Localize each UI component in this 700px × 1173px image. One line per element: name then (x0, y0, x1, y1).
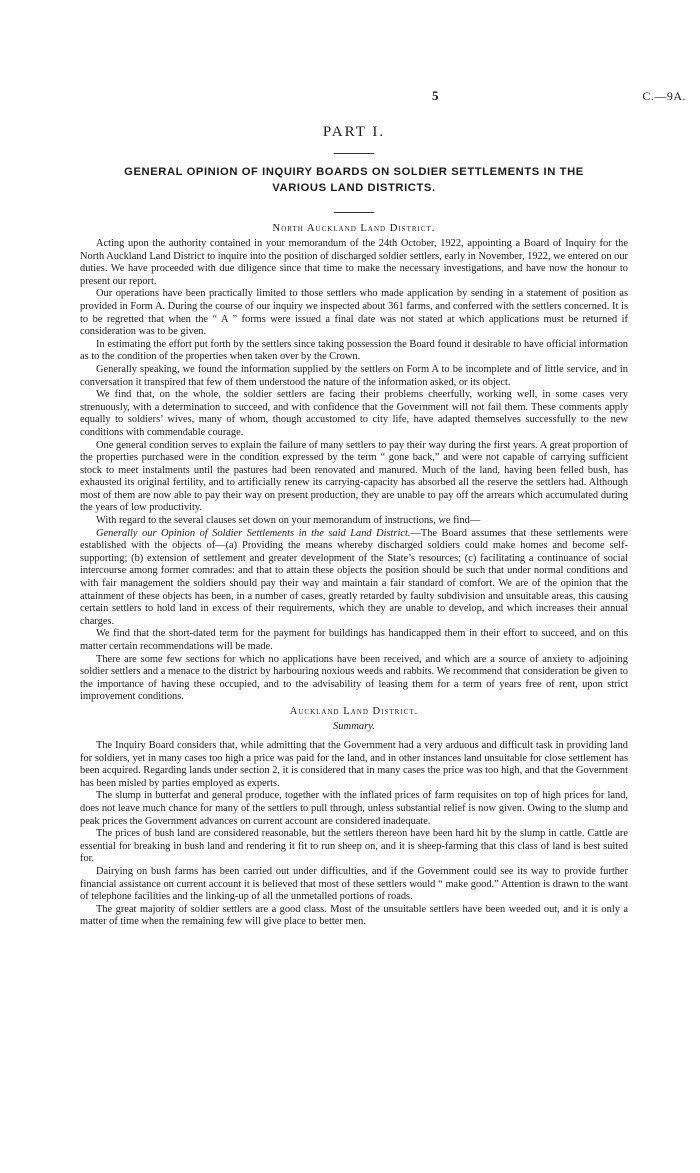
main-title (60, 164, 648, 196)
section-body (80, 238, 628, 704)
paragraph: Our operations have been practically limited to those settlers who made application by sending in a statement of position as provided in Form A. During the course of our inquiry we inspected about 361 farms, and conferred with the settlers concerned. It is to be regretted that when the “ A ” forms were issued a final date was not stated at which applications must be returned if consideration was to be given. (80, 288, 628, 338)
paragraph: With regard to the several clauses set down on your memorandum of instructions, we find— (96, 515, 481, 527)
paragraph: Dairying on bush farms has been carried out under difficulties, and if the Government could see its way to provide further financial assistance on current account it is believed that most of these settlers would “ make good.” Attention is drawn to the want of telephone facilities and the linking-up of all the unmetalled portions of roads. (80, 865, 628, 903)
part-heading: PART I. (322, 124, 386, 140)
opinion-lead: Generally our Opinion of Soldier Settlements in the said Land District. (96, 527, 411, 539)
paragraph: Generally speaking, we found the information supplied by the settlers on Form A to be incomplete and of little service, and in conversation it transpired that few of them understood the nature of the information asked, or its object. (80, 363, 628, 388)
section-subheading: Summary. (332, 720, 376, 732)
divider (334, 212, 374, 213)
divider (334, 153, 374, 154)
paragraph: One general condition serves to explain the failure of many settlers to pay their way during the first years. A great proportion of the properties purchased were in the condition expressed by the term “ gone back,” and were not capable of carrying sufficient stock to meet instalments until the pastures had been renovated and manured. Much of the land, having been felled bush, has exhausted its original fertility, and to artificially renew its carrying-capacity has absorbed all the reserve the settlers had. Although most of them are now able to pay their way on present production, they are unable to pay off the arrears which accumulated during the years of low productivity. (80, 439, 628, 514)
paragraph: We find that the short-dated term for the payment for buildings has handicapped them in their effort to succeed, and on this matter certain recommendations will be made. (80, 628, 628, 652)
paragraph: Acting upon the authority contained in your memorandum of the 24th October, 1922, appointing a Board of Inquiry for the North Auckland Land District to inquire into the position of discharged soldier settlers, early in November, 1922, we entered on our duties. We have proceeded with due diligence since that time to make the necessary investigations, and have now the honour to present our report. (80, 238, 628, 287)
page-number: 5 (432, 88, 439, 103)
paragraph: The great majority of soldier settlers are a good class. Most of the unsuitable settlers have been weeded out, and it is only a matter of time when the remaining few will give place to better men. (80, 903, 628, 928)
paragraph: In estimating the effort put forth by the settlers since taking possession the Board found it desirable to have official information as to the condition of the properties when taken over by the Crown. (80, 338, 628, 363)
paragraph: There are some few sections for which no applications have been received, and which are a source of anxiety to adjoining soldier settlers and a menace to the district by harbouring noxious weeds and rabbits. We recommend that consideration be given to the importance of having these occupied, and to the advisability of leasing them for a term of years free of rent, upon strict improvement conditions. (80, 653, 628, 703)
section-body (80, 740, 628, 929)
section-heading: North Auckland Land District. (272, 223, 436, 234)
main-title-line: GENERAL OPINION OF INQUIRY BOARDS ON SOLDIER SETTLEMENTS IN THE (124, 166, 584, 178)
paragraph: The slump in butterfat and general produce, together with the inflated prices of farm requisites on top of high prices for land, does not leave much chance for many of the settlers to pull through, unless substantial relief is now given. Owing to the slump and peak prices the Government advances on current account are considered inadequate. (80, 790, 628, 827)
paragraph: The prices of bush land are considered reasonable, but the settlers thereon have been hard hit by the slump in cattle. Cattle are essential for breaking in bush land and rendering it fit to run sheep on, and it is sheep-farming that this class of land is best suited for. (80, 828, 628, 865)
document-reference: C.—9A. (642, 89, 686, 103)
opinion-paragraph (80, 528, 628, 629)
paragraph: The Inquiry Board considers that, while admitting that the Government had a very arduous and difficult task in providing land for soldiers, yet in many cases too high a price was paid for the land, and in other instances land unsuitable for close settlement has been acquired. Regarding lands under section 2, it is considered that in many cases the price was too high, and that the Government has been misled by parties employed as experts. (80, 739, 628, 789)
paragraph: We find that, on the whole, the soldier settlers are facing their problems cheerfully, working well, in some cases very strenuously, with a determination to succeed, and with confidence that the Government will not fail them. These comments apply equally to soldiers’ wives, many of whom, though accustomed to city life, have adapted themselves successfully to the new conditions with commendable courage. (80, 389, 628, 438)
section-heading: Auckland Land District. (289, 705, 419, 717)
opinion-text: —The Board assumes that these settlements were established with the objects of—(a) Providing the means whereby discharged soldiers could make homes and become self-supporting; (b) extension of settlement and greater development of the State’s resources; (c) facilitating a continuance of social intercourse among former comrades: and that to attain these objects the position should be such that under normal conditions and with fair management the soldiers should pay their way and maintain a fair standard of comfort. We are of the opinion that the attainment of these objects has been, in a number of cases, greatly retarded by faulty subdivision and unsuitable areas, this causing certain settlers to hold land in excess of their requirements, which they are unable to develop, and which increases their annual charges. (80, 527, 628, 627)
page-header (80, 0, 686, 112)
main-title-line: VARIOUS LAND DISTRICTS. (272, 182, 436, 194)
